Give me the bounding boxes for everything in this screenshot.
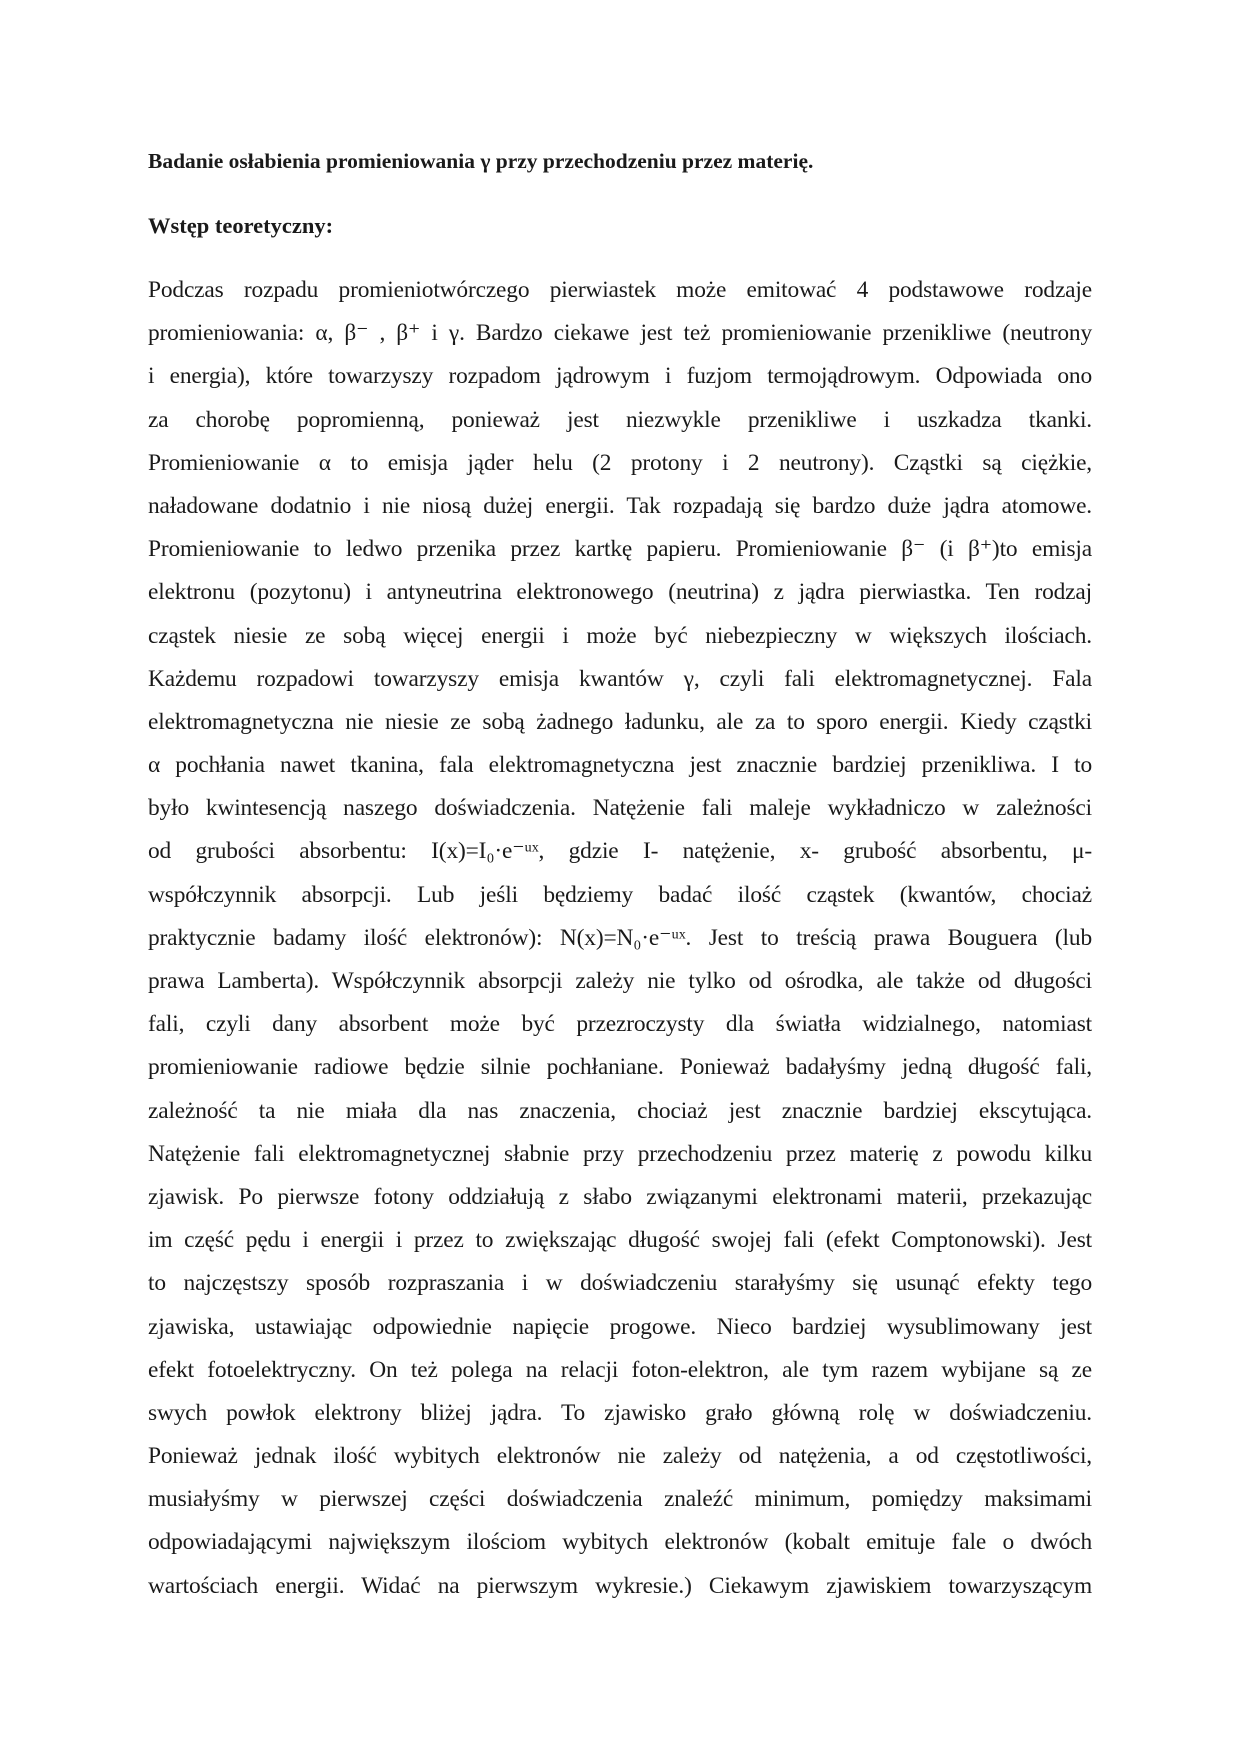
paragraph-line: elektronu (pozytonu) i antyneutrina elektronowego (neutrina) z jądra pierwiastka. Ten rodzaj — [148, 579, 1092, 606]
paragraph-line: Ponieważ jednak ilość wybitych elektronów nie zależy od natężenia, a od częstotliwości, — [148, 1443, 1092, 1470]
paragraph-line: praktycznie badamy ilość elektronów): N(x)=N₀·e⁻ᵘˣ. Jest to treścią prawa Bouguera (lub — [148, 924, 1092, 951]
document-title: Badanie osłabienia promieniowania γ przy przechodzeniu przez materię. — [148, 149, 814, 173]
paragraph-line: α pochłania nawet tkanina, fala elektromagnetyczna jest znacznie bardziej przenikliwa. I to — [148, 752, 1092, 779]
paragraph-line: efekt fotoelektryczny. On też polega na relacji foton-elektron, ale tym razem wybijane są ze — [148, 1356, 1092, 1383]
paragraph-line: zjawiska, ustawiając odpowiednie napięcie progowe. Nieco bardziej wysublimowany jest — [148, 1313, 1092, 1340]
paragraph-line: wartościach energii. Widać na pierwszym wykresie.) Ciekawym zjawiskiem towarzyszącym — [148, 1572, 1092, 1599]
paragraph-line: swych powłok elektrony bliżej jądra. To zjawisko grało główną rolę w doświadczeniu. — [148, 1399, 1092, 1426]
paragraph-line: Natężenie fali elektromagnetycznej słabnie przy przechodzeniu przez materię z powodu kilku — [148, 1140, 1092, 1167]
paragraph-line: promieniowanie radiowe będzie silnie pochłaniane. Ponieważ badałyśmy jedną długość fali, — [148, 1054, 1092, 1081]
paragraph-line: prawa Lamberta). Współczynnik absorpcji zależy nie tylko od ośrodka, ale także od długości — [148, 968, 1092, 994]
paragraph-line: Promieniowanie to ledwo przenika przez kartkę papieru. Promieniowanie β⁻ (i β⁺)to emisja — [148, 536, 1092, 563]
paragraph-line: odpowiadającymi największym ilościom wybitych elektronów (kobalt emituje fale o dwóch — [148, 1529, 1092, 1556]
paragraph-line: im część pędu i energii i przez to zwiększając długość swojej fali (efekt Comptonowski). Jest — [148, 1227, 1092, 1254]
document-page — [148, 146, 1092, 1608]
paragraph-line: cząstek niesie ze sobą więcej energii i może być niebezpieczny w większych ilościach. — [148, 622, 1092, 649]
paragraph-line: zależność ta nie miała dla nas znaczenia, chociaż jest znacznie bardziej ekscytująca. — [148, 1097, 1092, 1124]
paragraph-line: to najczęstszy sposób rozpraszania i w doświadczeniu starałyśmy się usunąć efekty tego — [148, 1270, 1092, 1297]
paragraph-line: Promieniowanie α to emisja jąder helu (2 protony i 2 neutrony). Cząstki są ciężkie, — [148, 449, 1092, 476]
paragraph-line: zjawisk. Po pierwsze fotony oddziałują z słabo związanymi elektronami materii, przekazując — [148, 1183, 1092, 1210]
paragraph-line: Każdemu rozpadowi towarzyszy emisja kwantów γ, czyli fali elektromagnetycznej. Fala — [148, 665, 1092, 692]
paragraph-line: fali, czyli dany absorbent może być przezroczysty dla światła widzialnego, natomiast — [148, 1011, 1092, 1038]
paragraph-line: i energia), które towarzyszy rozpadom jądrowym i fuzjom termojądrowym. Odpowiada ono — [148, 363, 1092, 390]
body-paragraph — [148, 269, 1092, 1608]
paragraph-line: promieniowania: α, β⁻ , β⁺ i γ. Bardzo ciekawe jest też promieniowanie przenikliwe (neutrony — [148, 320, 1092, 347]
paragraph-line: współczynnik absorpcji. Lub jeśli będziemy badać ilość cząstek (kwantów, chociaż — [148, 881, 1092, 908]
paragraph-line: za chorobę popromienną, ponieważ jest niezwykle przenikliwe i uszkadza tkanki. — [148, 406, 1092, 433]
paragraph-line: musiałyśmy w pierwszej części doświadczenia znaleźć minimum, pomiędzy maksimami — [148, 1486, 1092, 1513]
paragraph-line: było kwintesencją naszego doświadczenia. Natężenie fali maleje wykładniczo w zależności — [148, 795, 1092, 822]
section-heading: Wstęp teoretyczny: — [148, 213, 334, 238]
paragraph-line: Podczas rozpadu promieniotwórczego pierwiastek może emitować 4 podstawowe rodzaje — [148, 277, 1092, 303]
paragraph-line: od grubości absorbentu: I(x)=I₀·e⁻ᵘˣ, gdzie I- natężenie, x- grubość absorbentu, μ- — [148, 838, 1092, 865]
paragraph-line: naładowane dodatnio i nie niosą dużej energii. Tak rozpadają się bardzo duże jądra atomowe. — [148, 492, 1092, 519]
paragraph-line: elektromagnetyczna nie niesie ze sobą żadnego ładunku, ale za to sporo energii. Kiedy cząstki — [148, 708, 1092, 735]
